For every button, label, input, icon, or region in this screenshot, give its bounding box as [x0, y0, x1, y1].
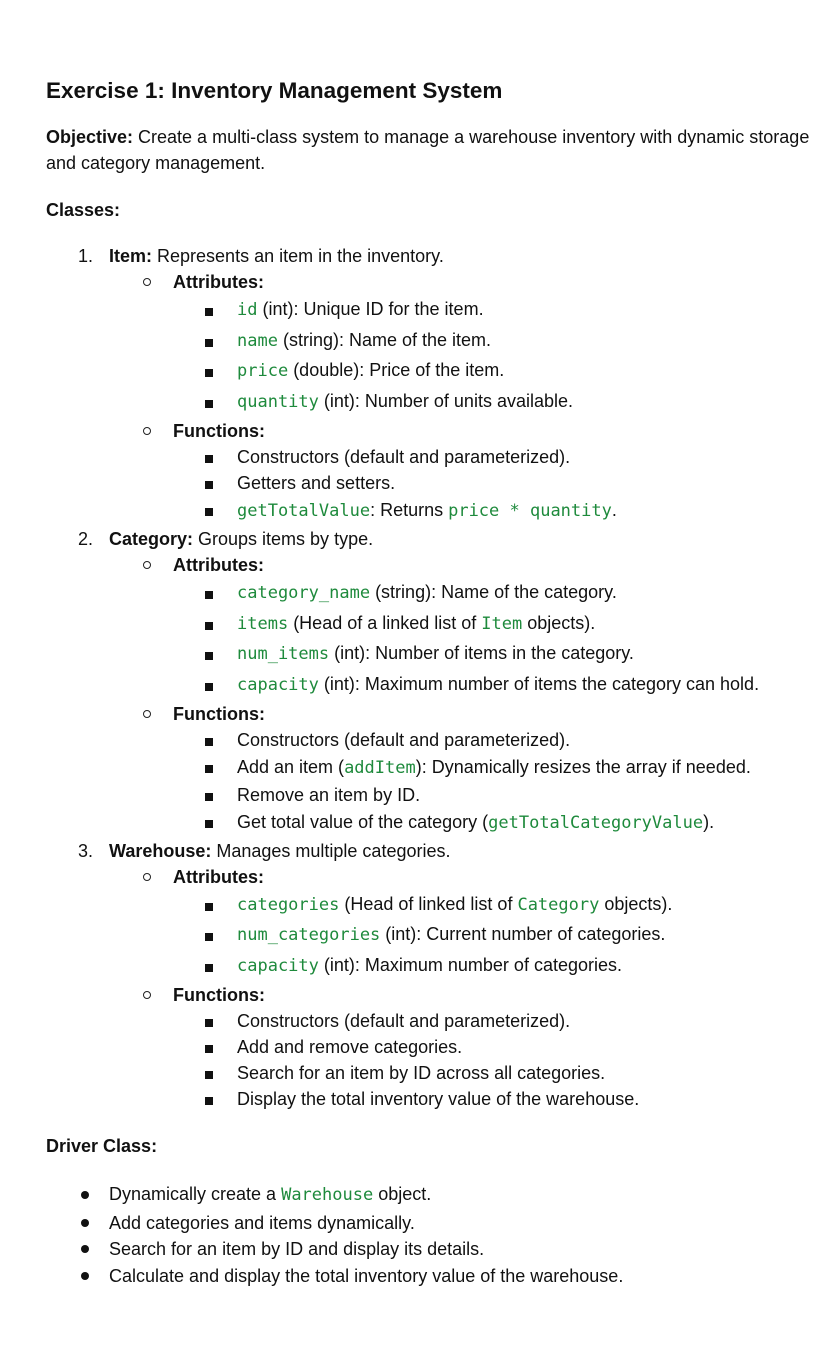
code-text: price * quantity: [448, 500, 612, 521]
objective-text: Create a multi-class system to manage a warehouse inventory with dynamic storage and category management.: [46, 127, 810, 173]
item-text: Add and remove categories.: [237, 1036, 463, 1057]
list-item: [237, 727, 816, 753]
circle-bullet-icon: [143, 278, 151, 286]
square-bullet-icon: [205, 964, 213, 972]
item-text: Getters and setters.: [237, 472, 396, 493]
square-bullet-icon: [205, 1071, 213, 1079]
square-bullet-icon: [205, 1097, 213, 1105]
code-text: capacity: [237, 956, 319, 977]
item-text: (int): Number of units available.: [318, 391, 573, 412]
item-text: (int): Number of items in the category.: [329, 643, 634, 664]
item-text: Dynamically create a: [109, 1183, 282, 1204]
attributes-label: Attributes:: [173, 554, 264, 575]
code-text: capacity: [237, 674, 319, 695]
class-warehouse: [46, 838, 816, 1112]
category-functions: [109, 701, 816, 838]
item-text: Search for an item by ID across all categories.: [237, 1062, 606, 1083]
list-item: [237, 356, 816, 387]
code-text: num_items: [237, 644, 330, 665]
item-text: Calculate and display the total inventory value of the warehouse.: [109, 1265, 624, 1286]
document-page: [46, 76, 816, 1289]
square-bullet-icon: [205, 622, 213, 630]
square-bullet-icon: [205, 1019, 213, 1027]
list-item: [237, 387, 816, 418]
circle-bullet-icon: [143, 991, 151, 999]
page-title: Exercise 1: Inventory Management System: [46, 78, 503, 103]
list-item: [109, 1263, 816, 1290]
item-text: ).: [703, 811, 715, 832]
code-text: num_categories: [237, 925, 381, 946]
list-item: [237, 890, 816, 921]
item-text: objects).: [522, 612, 596, 633]
list-item: [109, 1236, 816, 1263]
driver-list: [46, 1180, 816, 1290]
list-item: [237, 782, 816, 808]
item-text: (int): Current number of categories.: [380, 924, 666, 945]
code-text: addItem: [344, 757, 416, 778]
list-item: [109, 1180, 816, 1210]
circle-bullet-icon: [143, 427, 151, 435]
item-text: Add an item (: [237, 756, 345, 777]
classes-list: [46, 243, 816, 1112]
list-item: [237, 753, 816, 782]
item-text: : Returns: [370, 499, 449, 520]
list-item: [237, 1086, 816, 1112]
functions-label: Functions:: [173, 420, 265, 441]
square-bullet-icon: [205, 820, 213, 828]
list-item: [237, 470, 816, 496]
class-description: Groups items by type.: [193, 528, 374, 549]
item-text: (int): Maximum number of items the category can hold.: [318, 673, 760, 694]
list-item: [237, 1060, 816, 1086]
class-name: Item:: [109, 246, 153, 266]
square-bullet-icon: [205, 683, 213, 691]
list-item: [237, 670, 816, 701]
attributes-label: Attributes:: [173, 272, 264, 292]
list-item: [237, 578, 816, 609]
code-text: price: [237, 361, 289, 382]
item-text: (double): Price of the item.: [288, 360, 505, 381]
list-item: [237, 808, 816, 838]
code-text: id: [237, 300, 258, 320]
list-item: [237, 951, 816, 982]
square-bullet-icon: [205, 738, 213, 746]
code-text: Warehouse: [281, 1184, 374, 1205]
warehouse-attributes: [109, 864, 816, 982]
square-bullet-icon: [205, 1045, 213, 1053]
item-text: Remove an item by ID.: [237, 784, 421, 805]
item-text: Constructors (default and parameterized).: [237, 729, 571, 750]
item-functions: [109, 418, 816, 526]
item-text: (string): Name of the category.: [370, 581, 617, 602]
item-text: Constructors (default and parameterized).: [237, 446, 571, 467]
class-item: [46, 243, 816, 526]
code-text: quantity: [237, 392, 319, 413]
square-bullet-icon: [205, 339, 213, 347]
list-number: 1.: [78, 246, 94, 266]
category-attributes: [109, 552, 816, 701]
item-text: (int): Maximum number of categories.: [318, 955, 622, 976]
dot-bullet-icon: [81, 1272, 89, 1280]
item-attributes: [109, 269, 816, 418]
square-bullet-icon: [205, 508, 213, 516]
list-number: 2.: [78, 528, 94, 549]
item-text: Get total value of the category (: [237, 811, 489, 832]
square-bullet-icon: [205, 903, 213, 911]
code-text: items: [237, 613, 289, 634]
item-text: ): Dynamically resizes the array if needed.: [415, 756, 751, 777]
square-bullet-icon: [205, 765, 213, 773]
square-bullet-icon: [205, 369, 213, 377]
item-text: Display the total inventory value of the warehouse.: [237, 1088, 640, 1109]
list-item: [237, 295, 816, 326]
item-text: object.: [373, 1183, 432, 1204]
attributes-label: Attributes:: [173, 866, 264, 887]
list-item: [237, 609, 816, 640]
objective-paragraph: [46, 124, 816, 176]
item-text: (int): Unique ID for the item.: [257, 299, 484, 319]
class-name: Warehouse:: [109, 840, 212, 861]
functions-label: Functions:: [173, 984, 265, 1005]
list-item: [237, 1034, 816, 1060]
dot-bullet-icon: [81, 1191, 89, 1199]
list-item: [109, 1210, 816, 1237]
class-name: Category:: [109, 528, 194, 549]
square-bullet-icon: [205, 793, 213, 801]
square-bullet-icon: [205, 400, 213, 408]
classes-heading: Classes:: [46, 200, 121, 220]
item-text: (Head of linked list of: [339, 893, 518, 914]
code-text: Category: [517, 894, 600, 915]
code-text: category_name: [237, 582, 371, 603]
item-text: (string): Name of the item.: [277, 329, 492, 350]
code-text: categories: [237, 894, 340, 915]
code-text: getTotalValue: [237, 500, 371, 521]
square-bullet-icon: [205, 308, 213, 316]
list-number: 3.: [78, 840, 94, 861]
square-bullet-icon: [205, 933, 213, 941]
class-description: Manages multiple categories.: [211, 840, 451, 861]
square-bullet-icon: [205, 455, 213, 463]
square-bullet-icon: [205, 481, 213, 489]
dot-bullet-icon: [81, 1245, 89, 1253]
circle-bullet-icon: [143, 873, 151, 881]
list-item: [237, 326, 816, 357]
item-text: .: [611, 499, 617, 520]
item-text: Constructors (default and parameterized).: [237, 1010, 571, 1031]
list-item: [237, 1008, 816, 1034]
list-item: [237, 496, 816, 526]
item-text: objects).: [599, 893, 673, 914]
driver-class-heading: Driver Class:: [46, 1135, 158, 1156]
dot-bullet-icon: [81, 1219, 89, 1227]
list-item: [237, 444, 816, 470]
circle-bullet-icon: [143, 561, 151, 569]
item-text: Search for an item by ID and display its details.: [109, 1239, 485, 1260]
item-text: Add categories and items dynamically.: [109, 1212, 415, 1233]
warehouse-functions: [109, 982, 816, 1112]
square-bullet-icon: [205, 652, 213, 660]
list-item: [237, 920, 816, 951]
code-text: name: [237, 330, 278, 351]
functions-label: Functions:: [173, 703, 265, 724]
item-text: (Head of a linked list of: [288, 612, 482, 633]
class-category: [46, 526, 816, 838]
list-item: [237, 639, 816, 670]
code-text: Item: [481, 613, 523, 634]
square-bullet-icon: [205, 591, 213, 599]
objective-label: Objective:: [46, 127, 134, 147]
class-description: Represents an item in the inventory.: [152, 246, 444, 266]
circle-bullet-icon: [143, 710, 151, 718]
code-text: getTotalCategoryValue: [488, 812, 704, 833]
